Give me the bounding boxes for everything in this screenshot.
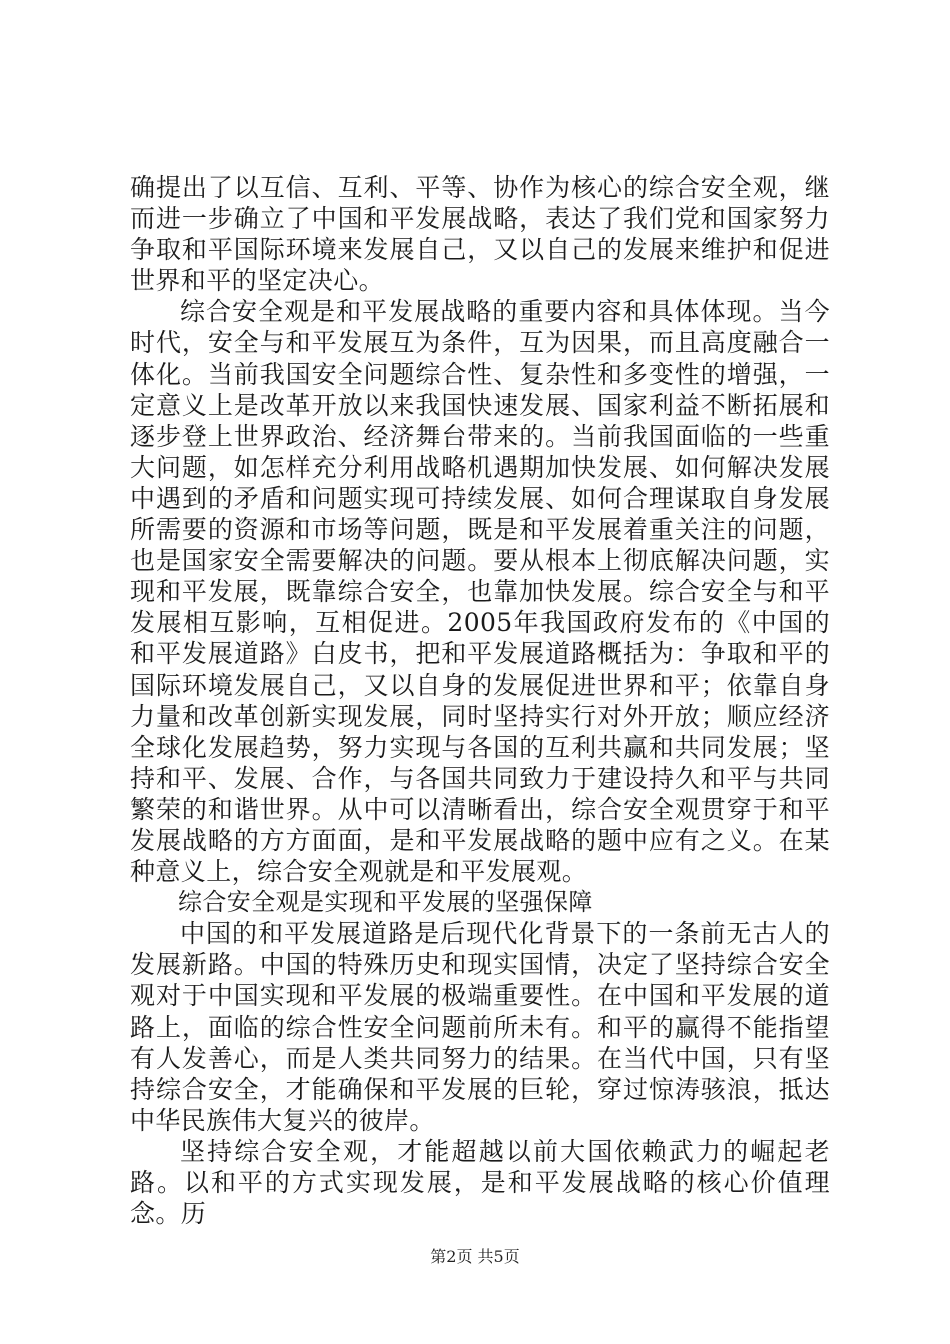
- page-footer: 第2页 共5页: [430, 1247, 520, 1266]
- paragraph-peaceful-development-road: 中国的和平发展道路是后现代化背景下的一条前无古人的发展新路。中国的特殊历史和现实国情，决定了坚持综合安全观对于中国实现和平发展的极端重要性。在中国和平发展的道路上，面临的综合性安全问题前所未有。和平的赢得不能指望有人发善心，而是人类共同努力的结果。在当代中国，只有坚持综合安全，才能确保和平发展的巨轮，穿过惊涛骇浪，抵达中华民族伟大复兴的彼岸。: [130, 919, 830, 1135]
- paragraph-continuation: 确提出了以互信、互利、平等、协作为核心的综合安全观，继而进一步确立了中国和平发展战略，表达了我们党和国家努力争取和平国际环境来发展自己，又以自己的发展来维护和促进世界和平的坚定决心。: [130, 173, 830, 296]
- paragraph-comprehensive-security: 综合安全观是和平发展战略的重要内容和具体体现。当今时代，安全与和平发展互为条件，互为因果，而且高度融合一体化。当前我国安全问题综合性、复杂性和多变性的增强，一定意义上是改革开放以来我国快速发展、国家利益不断拓展和逐步登上世界政治、经济舞台带来的。当前我国面临的一些重大问题，如怎样充分利用战略机遇期加快发展、如何解决发展中遇到的矛盾和问题实现可持续发展、如何合理谋取自身发展所需要的资源和市场等问题，既是和平发展着重关注的问题，也是国家安全需要解决的问题。要从根本上彻底解决问题，实现和平发展，既靠综合安全，也靠加快发展。综合安全与和平发展相互影响，互相促进。2005年我国政府发布的《中国的和平发展道路》白皮书，把和平发展道路概括为：争取和平的国际环境发展自己，又以自身的发展促进世界和平；依靠自身力量和改革创新实现发展，同时坚持实行对外开放；顺应经济全球化发展趋势，努力实现与各国的互利共赢和共同发展；坚持和平、发展、合作，与各国共同致力于建设持久和平与共同繁荣的和谐世界。从中可以清晰看出，综合安全观贯穿于和平发展战略的方方面面，是和平发展战略的题中应有之义。在某种意义上，综合安全观就是和平发展观。: [130, 297, 830, 887]
- document-body: [130, 172, 830, 1229]
- paragraph-transcend-old-road: 坚持综合安全观，才能超越以前大国依赖武力的崛起老路。以和平的方式实现发展，是和平发展战略的核心价值理念。历: [130, 1136, 830, 1229]
- section-heading: 综合安全观是实现和平发展的坚强保障: [178, 888, 593, 917]
